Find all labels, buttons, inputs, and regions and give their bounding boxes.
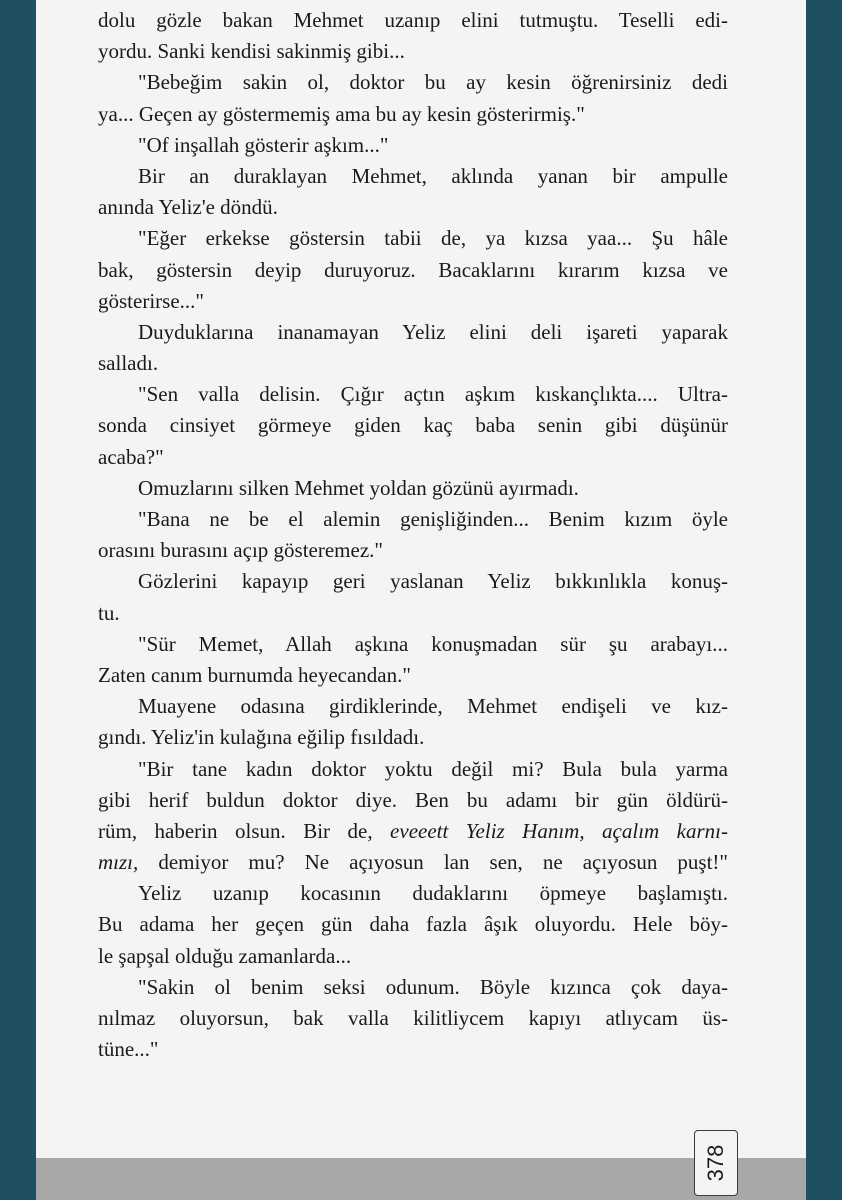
text-line: Gözlerini kapayıp geri yaslanan Yeliz bıkkınlıkla konuş-	[138, 569, 728, 594]
page-number: 378	[703, 1144, 728, 1182]
text-line: Omuzlarını silken Mehmet yoldan gözünü ayırmadı.	[138, 475, 579, 500]
text-line: bak, göstersin deyip duruyoruz. Bacaklarını kırarım kızsa ve	[98, 257, 728, 282]
text-line: "Sakin ol benim seksi odunum. Böyle kızınca çok daya-	[138, 974, 728, 999]
text-line: anında Yeliz'e döndü.	[98, 195, 278, 220]
text-line: Bir an duraklayan Mehmet, aklında yanan bir ampulle	[138, 163, 728, 188]
text-line: "Bebeğim sakin ol, doktor bu ay kesin öğrenirsiniz dedi	[138, 70, 728, 95]
text-line: "Bana ne be el alemin genişliğinden... Benim kızım öyle	[138, 507, 728, 531]
text-line: "Eğer erkekse göstersin tabii de, ya kızsa yaa... Şu hâle	[138, 226, 728, 251]
text-line: "Bir tane kadın doktor yoktu değil mi? Bula bula yarma	[138, 756, 728, 781]
text-line: orasını burasını açıp gösteremez."	[98, 538, 383, 563]
text-line: nılmaz oluyorsun, bak valla kilitliycem kapıyı atlıycam üs-	[98, 1006, 728, 1030]
text-line: tüne..."	[98, 1037, 159, 1062]
text-line: Yeliz uzanıp kocasının dudaklarını öpmeye başlamıştı.	[138, 881, 728, 906]
text-line: "Sür Memet, Allah aşkına konuşmadan sür şu arabayı...	[138, 631, 728, 656]
text-line: Bu adama her geçen gün daha fazla âşık oluyordu. Hele böy-	[98, 912, 728, 937]
text-line: dolu gözle bakan Mehmet uzanıp elini tutmuştu. Teselli edi-	[98, 8, 728, 32]
text-line: tu.	[98, 600, 120, 625]
page-number-badge	[694, 1130, 738, 1196]
text-line: gibi herif buldun doktor diye. Ben bu adamı bir gün öldürü-	[98, 787, 728, 812]
text-line: Muayene odasına girdiklerinde, Mehmet endişeli ve kız-	[138, 694, 728, 719]
page-footer-band	[36, 1158, 806, 1200]
text-line: gösterirse..."	[98, 288, 204, 313]
italic-text-segment: mızı,	[98, 850, 139, 875]
text-line: Duyduklarına inanamayan Yeliz elini deli işareti yaparak	[138, 319, 728, 344]
text-line: gındı. Yeliz'in kulağına eğilip fısıldadı.	[98, 725, 425, 750]
text-line: Zaten canım burnumda heyecandan."	[98, 662, 411, 687]
text-segment: rüm, haberin olsun. Bir de,	[98, 818, 373, 843]
text-line: le şapşal olduğu zamanlarda...	[98, 943, 352, 968]
book-page	[36, 0, 806, 1200]
text-line: sonda cinsiyet görmeye giden kaç baba senin gibi düşünür	[98, 413, 728, 438]
text-segment: demiyor mu? Ne açıyosun lan sen, ne açıyosun puşt!"	[158, 850, 728, 875]
page-body-text	[98, 5, 728, 1065]
text-line: "Of inşallah gösterir aşkım..."	[138, 132, 389, 157]
text-line: acaba?"	[98, 444, 164, 469]
text-line: "Sen valla delisin. Çığır açtın aşkım kıskançlıkta.... Ultra-	[138, 382, 728, 407]
text-line: salladı.	[98, 351, 159, 376]
text-line: ya... Geçen ay göstermemiş ama bu ay kesin gösterirmiş."	[98, 101, 585, 126]
text-line	[98, 816, 728, 847]
text-line: yordu. Sanki kendisi sakinmiş gibi...	[98, 39, 405, 64]
text-line	[98, 847, 728, 878]
italic-text-segment: eveeett Yeliz Hanım, açalım karnı-	[390, 818, 728, 843]
